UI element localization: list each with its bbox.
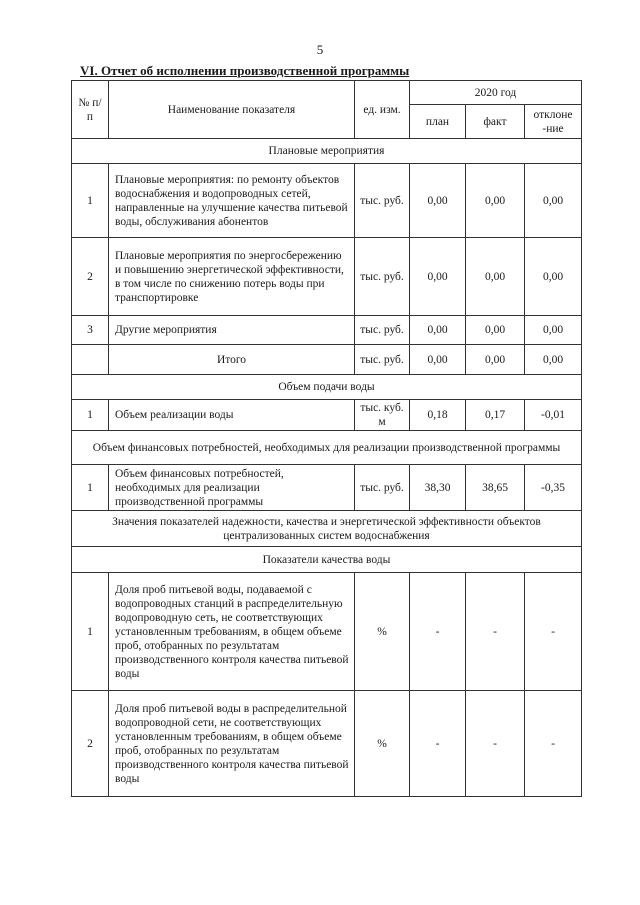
table-row: [72, 691, 582, 797]
row-num: 1: [72, 400, 109, 431]
table-row: [72, 400, 582, 431]
row-deviation: -: [525, 573, 582, 691]
row-plan: -: [410, 691, 466, 797]
row-plan: 0,00: [410, 238, 466, 316]
total-row: [72, 345, 582, 375]
row-name: Плановые мероприятия по энергосбережению и повышению энергетической эффективности, в том числе по снижению потерь воды при транспортировке: [109, 238, 355, 316]
row-plan: 0,00: [410, 164, 466, 238]
row-deviation: -: [525, 691, 582, 797]
table-row: [72, 573, 582, 691]
row-fact: -: [466, 691, 525, 797]
section-finance: Объем финансовых потребностей, необходимых для реализации производственной программы: [72, 431, 582, 465]
row-num: 1: [72, 573, 109, 691]
header-unit: ед. изм.: [355, 81, 410, 139]
row-unit: тыс. руб.: [355, 316, 410, 345]
section-planned: Плановые мероприятия: [72, 139, 582, 164]
row-num: [72, 345, 109, 375]
row-fact: 0,00: [466, 238, 525, 316]
row-name: Доля проб питьевой воды, подаваемой с водопроводных станций в распределительную водопроводную сеть, не соответствующих установленным требованиям, в общем объеме проб, отобранных по результатам производственного контроля качества питьевой воды: [109, 573, 355, 691]
header-deviation: отклоне -ние: [525, 105, 582, 139]
row-unit: тыс. руб.: [355, 164, 410, 238]
row-unit: тыс. руб.: [355, 345, 410, 375]
section-quality: Показатели качества воды: [72, 547, 582, 573]
row-name: Объем финансовых потребностей, необходимых для реализации производственной программы: [109, 465, 355, 511]
row-plan: 0,00: [410, 345, 466, 375]
row-fact: 38,65: [466, 465, 525, 511]
row-num: 2: [72, 691, 109, 797]
page-number: 5: [316, 42, 324, 57]
row-fact: 0,00: [466, 316, 525, 345]
row-deviation: 0,00: [525, 316, 582, 345]
row-plan: 38,30: [410, 465, 466, 511]
row-fact: -: [466, 573, 525, 691]
row-unit: тыс. руб.: [355, 238, 410, 316]
header-row: [72, 81, 582, 105]
row-plan: 0,00: [410, 316, 466, 345]
section-row: [72, 547, 582, 573]
section-row: [72, 431, 582, 465]
row-name: Объем реализации воды: [109, 400, 355, 431]
header-num: № п/п: [72, 81, 109, 139]
row-unit: %: [355, 573, 410, 691]
row-deviation: -0,35: [525, 465, 582, 511]
row-num: 2: [72, 238, 109, 316]
table-row: [72, 316, 582, 345]
row-deviation: -0,01: [525, 400, 582, 431]
table-row: [72, 164, 582, 238]
row-plan: -: [410, 573, 466, 691]
section-row: [72, 375, 582, 400]
row-num: 1: [72, 164, 109, 238]
section-supply: Объем подачи воды: [72, 375, 582, 400]
header-fact: факт: [466, 105, 525, 139]
row-fact: 0,17: [466, 400, 525, 431]
row-deviation: 0,00: [525, 238, 582, 316]
row-fact: 0,00: [466, 164, 525, 238]
row-plan: 0,18: [410, 400, 466, 431]
total-label: Итого: [109, 345, 355, 375]
section-reliability: Значения показателей надежности, качества и энергетической эффективности объектов централизованных систем водоснабжения: [72, 511, 582, 547]
header-plan: план: [410, 105, 466, 139]
table-row: [72, 238, 582, 316]
row-name: Доля проб питьевой воды в распределительной водопроводной сети, не соответствующих установленным требованиям, в общем объеме проб, отобранных по результатам производственного контроля качества питьевой воды: [109, 691, 355, 797]
row-name: Плановые мероприятия: по ремонту объектов водоснабжения и водопроводных сетей, направленные на улучшение качества питьевой воды, обслуживания абонентов: [109, 164, 355, 238]
section-row: [72, 139, 582, 164]
row-unit: %: [355, 691, 410, 797]
row-deviation: 0,00: [525, 345, 582, 375]
section-title: VI. Отчет об исполнении производственной программы: [80, 63, 410, 78]
row-num: 3: [72, 316, 109, 345]
section-row: [72, 511, 582, 547]
header-name: Наименование показателя: [109, 81, 355, 139]
row-unit: тыс. куб. м: [355, 400, 410, 431]
report-table: [71, 80, 582, 797]
row-fact: 0,00: [466, 345, 525, 375]
row-deviation: 0,00: [525, 164, 582, 238]
table-row: [72, 465, 582, 511]
header-year: 2020 год: [410, 81, 582, 105]
row-unit: тыс. руб.: [355, 465, 410, 511]
row-num: 1: [72, 465, 109, 511]
row-name: Другие мероприятия: [109, 316, 355, 345]
